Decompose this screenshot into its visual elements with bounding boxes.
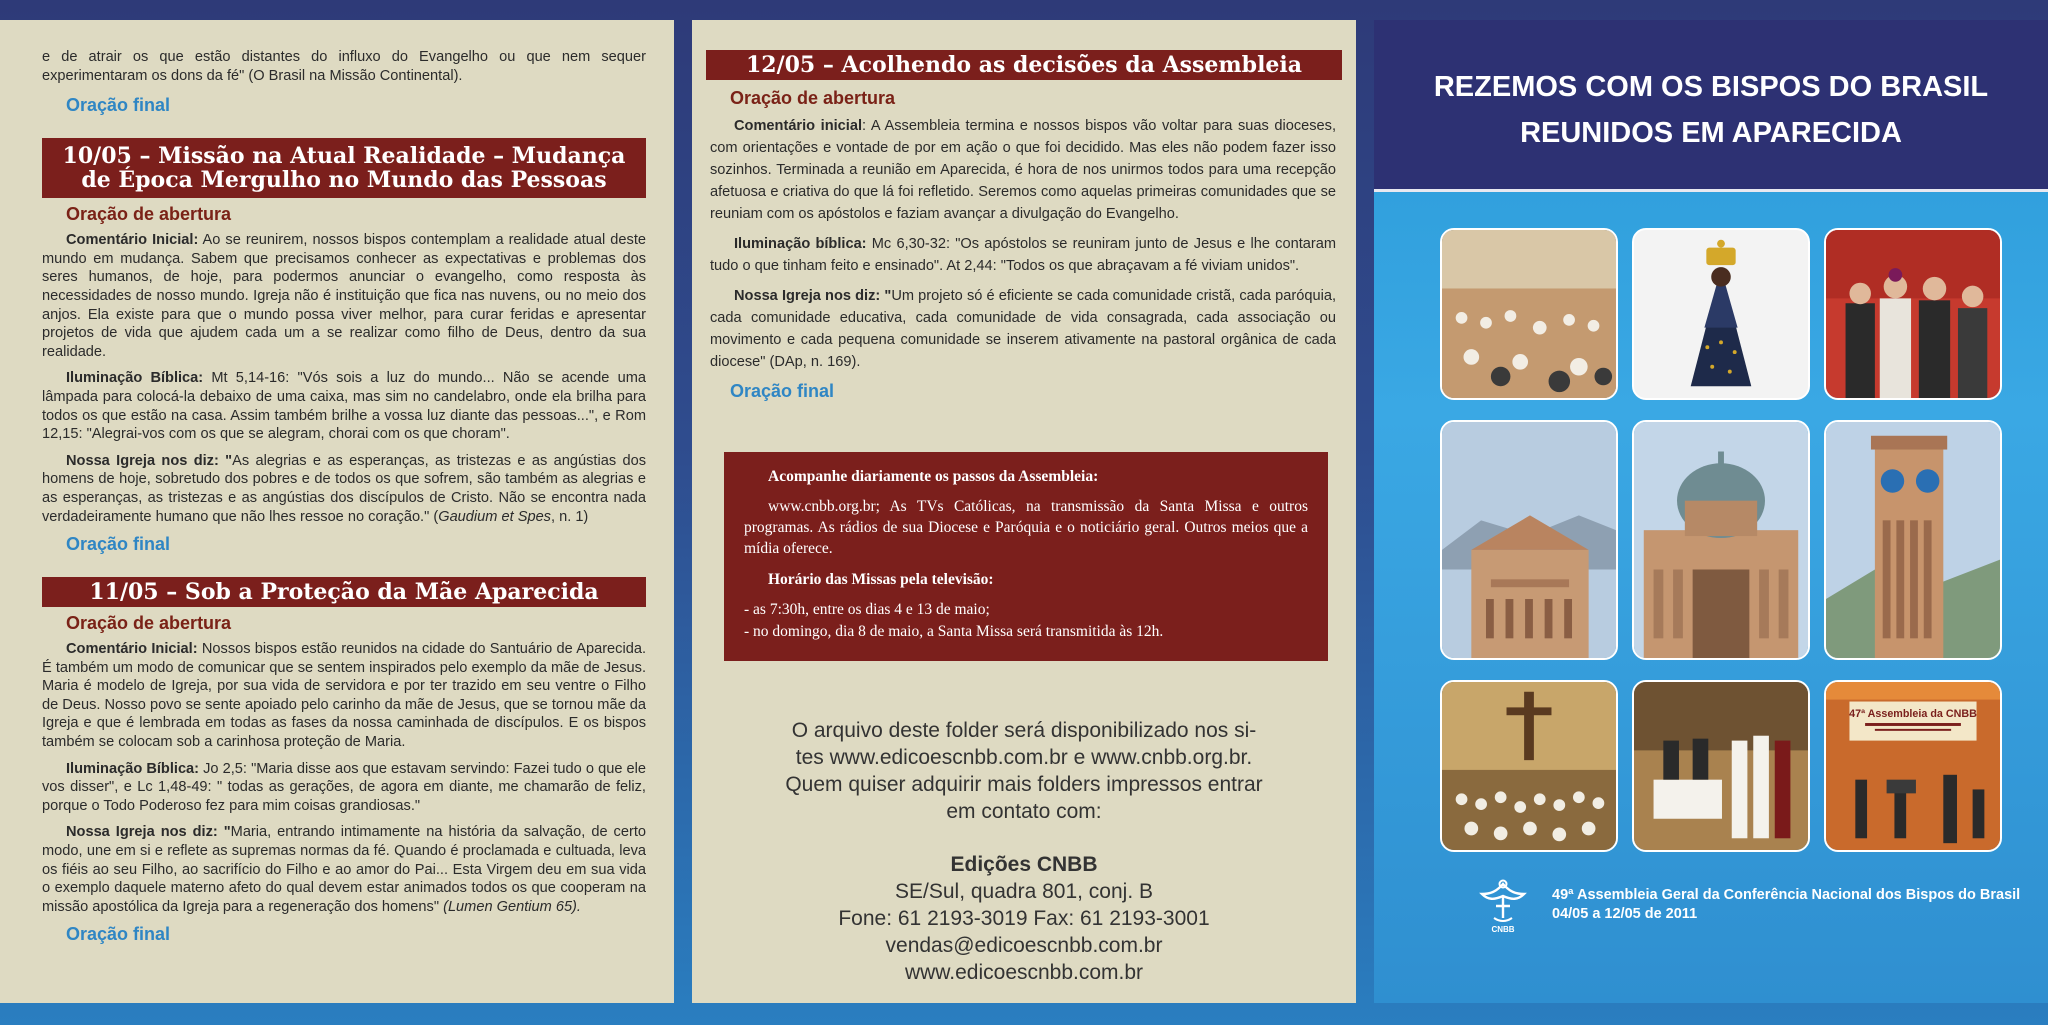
photo-assembly-hall (1440, 228, 1618, 400)
nossa-igreja: Nossa Igreja nos diz: "Um projeto só é eficiente se cada comunidade cristã, cada paróquia, cada comunidade educativa, cada comunidade de vida consagrada, cada associação ou movimento e cada pequena comunidade se inserem ativamente na pastoral orgânica de cada diocese" (DAp, n. 169). (710, 288, 1336, 370)
iluminacao-biblica: Iluminação bíblica: Mc 6,30-32: "Os apóstolos se reuniram junto de Jesus e lhe contaram tudo o que tinham feito e ensinado". At 2,44: "Todos os que abraçavam a fé viviam unidos". (710, 236, 1336, 274)
intro-text: e de atrair os que estão distantes do influxo do Evangelho ou que nem sequer experimentaram os dons da fé" (O Brasil na Missão Continental). (42, 49, 646, 84)
iluminacao-biblica: Iluminação Bíblica: Jo 2,5: "Maria disse aos que estavam servindo: Fazei tudo o que ele vos disser", e Lc 1,48-49: " todas as gerações, de agora em diante, me chamarão de feliz, porque o Todo Poderoso fez para mim coisas grandiosas." (42, 760, 646, 814)
nossa-igreja: Nossa Igreja nos diz: "As alegrias e as esperanças, as tristezas e as angústias dos homens de hoje, sobretudo dos pobres e de todos os que sofrem, são também as alegrias e as esperanças, as tristezas e as angústias dos discípulos de Cristo. Não se encontra nada verdadeiramente humano que não lhes ressoe no coração." (Gaudium et Spes, n. 1) (42, 452, 646, 525)
contact-line: O arquivo deste folder será disponibilizado nos si- (791, 719, 1257, 742)
day-title-12-05: 12/05 – Acolhendo as decisões da Assembleia (706, 50, 1342, 80)
assembly-info: 49ª Assembleia Geral da Conferência Nacional dos Bispos do Brasil 04/05 a 12/05 de 2011 (1552, 887, 2021, 922)
publisher-phone: Fone: 61 2193-3019 Fax: 61 2193-3001 (838, 907, 1210, 930)
contact-line: Quem quiser adquirir mais folders impressos entrar (785, 773, 1263, 796)
oracao-final-heading: Oração final (66, 924, 171, 945)
oracao-abertura-heading: Oração de abertura (730, 88, 896, 108)
nossa-igreja: Nossa Igreja nos diz: "Maria, entrando intimamente na história da salvação, de certo modo, une em si e reflete as supremas normas da fé. Quando é proclamada e cultuada, leva os fiéis ao seu Filho, ao sacrifício do Filho e ao amor do Pai... Esta Virgem deu em sua vida o exemplo daquele materno afeto do qual devem estar animados todos os que cooperam na missão apostólica da Igreja para a regeneração dos homens" (Lumen Gentium 65). (42, 824, 646, 915)
info-heading: Acompanhe diariamente os passos da Assembleia: (768, 468, 1099, 485)
info-text: www.cnbb.org.br; As TVs Católicas, na transmissão da Santa Missa e outros programas. As rádios de sua Diocese e Paróquia e o noticiário geral. Outros meios que a mídia oferece. (744, 498, 1308, 557)
assembly-banner-text: 47ª Assembleia da CNBB (1849, 708, 1977, 721)
day-title-11-05: 11/05 – Sob a Proteção da Mãe Aparecida (42, 577, 646, 607)
photo-celebration (1632, 680, 1810, 852)
oracao-final-heading: Oração final (66, 534, 171, 555)
photo-mass-altar (1440, 680, 1618, 852)
comentario-inicial: Comentário Inicial: Nossos bispos estão reunidos na cidade do Santuário de Aparecida. É também um modo de comunicar que se sentem inspirados pelo exemplo da mãe de Jesus. Maria é modelo de Igreja, por sua vida de servidora e por ter trazido em seu ventre o Filho de Deus. Nosso povo se sente apoiado pelo carinho da mãe de Jesus, que se tornou mãe da Igreja e que é lembrada em todas as fases da nossa caminhada de discípulos. E os bispos também se colocam sob a carinhosa proteção de Maria. (42, 641, 646, 751)
photo-bell-tower (1824, 420, 2002, 660)
cnbb-logo (1476, 878, 1530, 939)
photo-basilica-dome (1632, 420, 1810, 660)
info-heading: Horário das Missas pela televisão: (768, 571, 994, 588)
comentario-inicial: Comentário inicial: A Assembleia termina e nossos bispos vão voltar para suas dioceses, com orientações e vontade de por em ação o que foi decidido. Mas eles não podem fazer isso sozinhos. Terminada a reunião em Aparecida, é hora de nos unirmos todos para uma recepção afetuosa e criativa do que lá foi refletido. Seremos como aquelas primeiras comunidades que se reuniam com os apóstolos e faziam avançar a divulgação do Evangelho. (710, 118, 1337, 222)
publisher-website: www.edicoescnbb.com.br (904, 961, 1144, 984)
day-title-10-05: 10/05 – Missão na Atual Realidade – Mudança de Época Mergulho no Mundo das Pessoas (42, 138, 646, 198)
mass-schedule-item: - no domingo, dia 8 de maio, a Santa Missa será transmitida às 12h. (744, 623, 1164, 640)
photo-assembly-banner (1824, 680, 2002, 852)
oracao-final-heading: Oração final (730, 381, 835, 401)
publisher-email: vendas@edicoescnbb.com.br (885, 934, 1163, 957)
cover-title: REZEMOS COM OS BISPOS DO BRASIL REUNIDOS EM APARECIDA (1433, 71, 1989, 149)
photo-nossa-senhora-aparecida (1632, 228, 1810, 400)
oracao-final-heading: Oração final (66, 95, 171, 116)
oracao-abertura-heading: Oração de abertura (66, 204, 232, 225)
middle-panel (692, 20, 1356, 1003)
mass-schedule-item: - as 7:30h, entre os dias 4 e 13 de maio; (744, 601, 990, 618)
left-panel (0, 20, 674, 1003)
contact-block (706, 717, 1342, 986)
info-box (724, 452, 1328, 661)
photo-basilica-exterior (1440, 420, 1618, 660)
cover-header (1374, 20, 2048, 192)
contact-line: tes www.edicoescnbb.com.br e www.cnbb.org.br. (795, 746, 1253, 769)
oracao-abertura-heading: Oração de abertura (66, 613, 232, 634)
iluminacao-biblica: Iluminação Bíblica: Mt 5,14-16: "Vós sois a luz do mundo... Não se acende uma lâmpada para colocá-la debaixo de uma caixa, mas sim no candelabro, onde ela brilha para todos os que estão na casa. Assim também brilhe a vossa luz diante das pessoas...", e Rom 12,15: "Alegrai-vos com os que se alegram, chorai com os que choram". (42, 370, 646, 443)
cover-panel (1374, 20, 2048, 1003)
svg-text:CNBB: CNBB (1491, 925, 1515, 934)
contact-line: em contato com: (946, 800, 1102, 823)
publisher-name: Edições CNBB (950, 853, 1098, 876)
comentario-inicial: Comentário Inicial: Ao se reunirem, nossos bispos contemplam a realidade atual deste mundo em mudança. Sabem que precisamos conhecer as expectativas e problemas dos seres humanos, de hoje, para podermos anunciar o evangelho, como resposta às necessidades de nosso mundo. Igreja não é instituição que fica nas nuvens, ou no meio dos anjos. Ela existe para que o mundo possa viver melhor, para curar feridas e apresentar projetos de vida que ajudem cada um a se realizar como filho de Deus, dentro da sua realidade. (42, 232, 646, 360)
publisher-address: SE/Sul, quadra 801, conj. B (895, 880, 1153, 903)
photo-bishops (1824, 228, 2002, 400)
